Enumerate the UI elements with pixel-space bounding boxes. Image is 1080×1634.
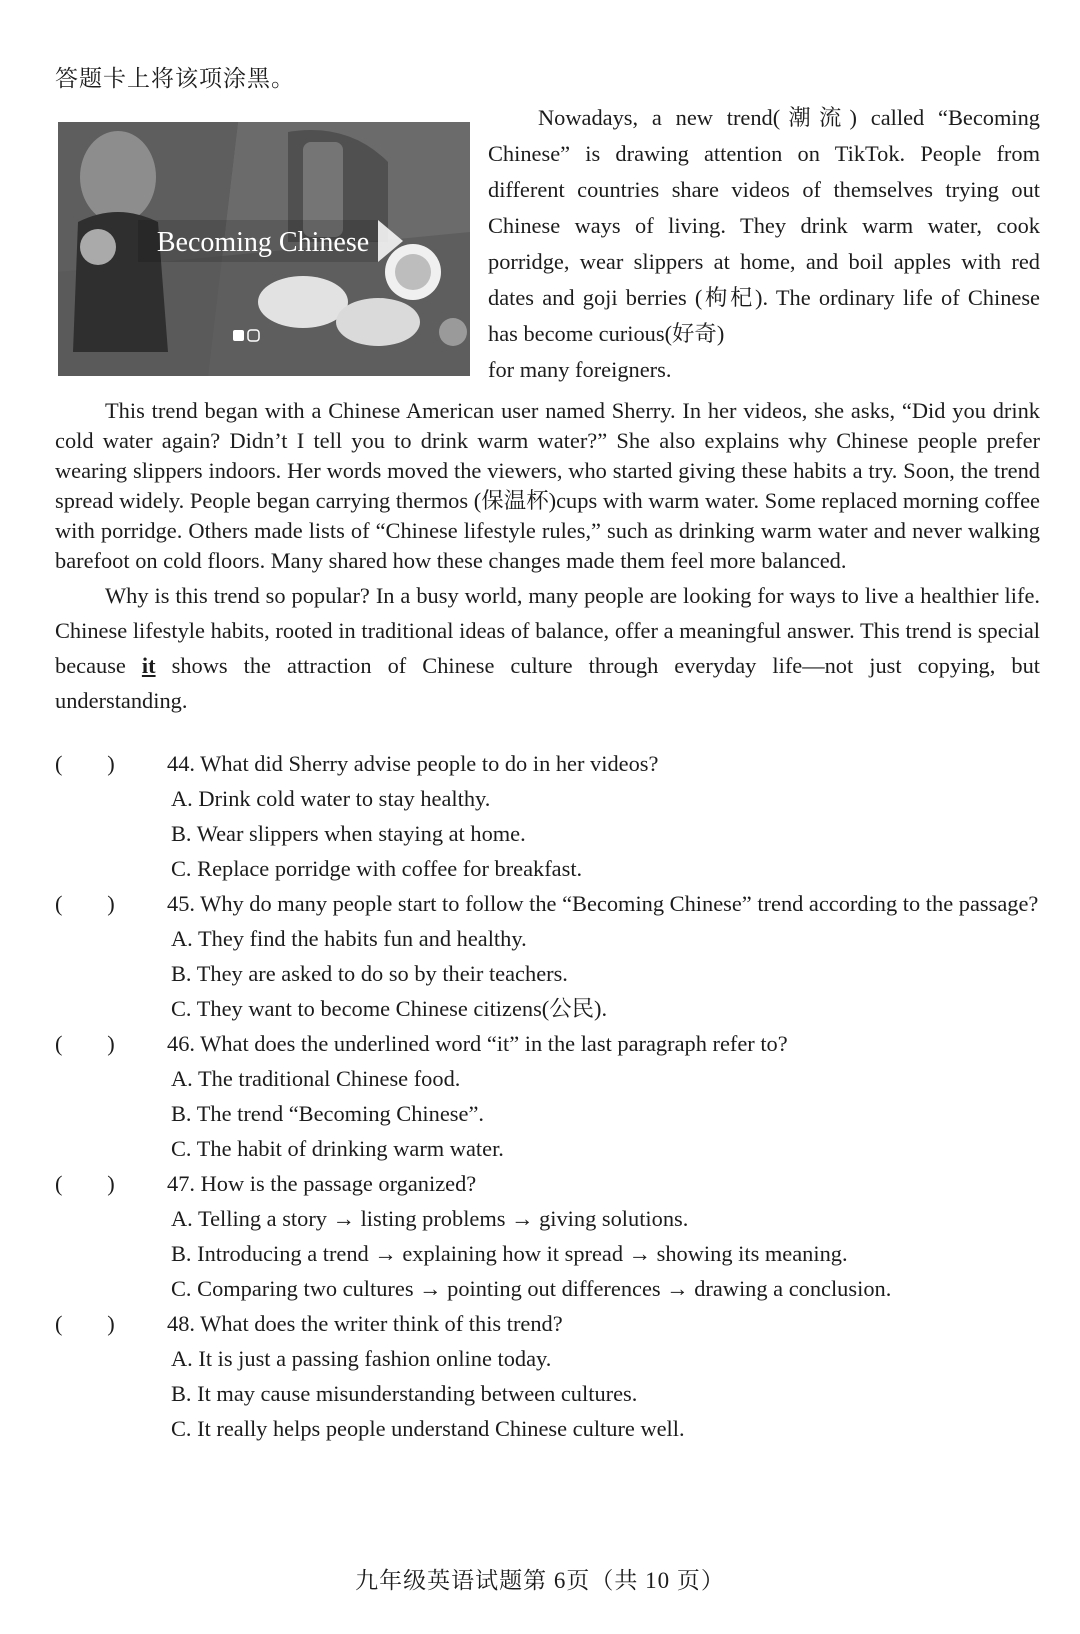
option-b: B. The trend “Becoming Chinese”. (171, 1101, 484, 1126)
paragraph-3 (55, 578, 1040, 718)
photo-caption: Becoming Chinese (156, 227, 370, 258)
option-a: A. Telling a story → listing problems → giving solutions. (171, 1206, 689, 1231)
option-b: B. Wear slippers when staying at home. (171, 821, 526, 846)
question-stem: 47. How is the passage organized? (167, 1171, 477, 1196)
option-b: B. It may cause misunderstanding between cultures. (171, 1381, 638, 1406)
paragraph-2: This trend began with a Chinese American user named Sherry. In her videos, she asks, “Did you drink cold water again? Didn’t I tell you to drink warm water?” She also explains why Chinese people prefer wearing slippers indoors. Her words moved the viewers, who started giving these habits a try. Soon, the trend spread widely. People began carrying thermos (保温杯)cups with warm water. Some replaced morning coffee with porridge. Others made lists of “Chinese lifestyle rules,” such as drinking warm water and never walking barefoot on cold floors. Many shared how these changes made them feel more balanced. (55, 398, 1040, 573)
option-c: C. It really helps people understand Chinese culture well. (171, 1416, 685, 1441)
answer-blank: ( ) (55, 1031, 115, 1056)
question-stem: 46. What does the underlined word “it” in the last paragraph refer to? (167, 1031, 788, 1056)
question-stem: 48. What does the writer think of this trend? (167, 1311, 563, 1336)
intro-paragraph-tail: for many foreigners. (488, 357, 672, 382)
answer-blank: ( ) (55, 1311, 115, 1336)
question-stem: 45. Why do many people start to follow the “Becoming Chinese” trend according to the passage? (167, 891, 1039, 916)
instruction-line: 答题卡上将该项涂黑。 (55, 66, 295, 91)
underlined-word: it (141, 653, 156, 678)
paragraph-3-part-2: shows the attraction of Chinese culture through everyday life—not just copying, but understanding. (55, 653, 1040, 713)
option-b: B. Introducing a trend → explaining how it spread → showing its meaning. (171, 1241, 848, 1266)
becoming-chinese-photo (58, 122, 470, 376)
passage-intro (488, 100, 1040, 388)
question-44 (55, 746, 1045, 886)
answer-blank: ( ) (55, 751, 115, 776)
question-45 (55, 886, 1045, 1026)
question-47 (55, 1166, 1045, 1306)
option-c: C. They want to become Chinese citizens(公民). (171, 996, 608, 1021)
option-a: A. Drink cold water to stay healthy. (171, 786, 491, 811)
option-c: C. The habit of drinking warm water. (171, 1136, 504, 1161)
option-b: B. They are asked to do so by their teachers. (171, 961, 568, 986)
question-stem: 44. What did Sherry advise people to do in her videos? (167, 751, 659, 776)
intro-paragraph: Nowadays, a new trend(潮流) called “Becoming Chinese” is drawing attention on TikTok. People from different countries share videos of themselves trying out Chinese ways of living. They drink warm water, cook porridge, wear slippers at home, and boil apples with red dates and goji berries (枸杞). The ordinary life of Chinese has become curious(好奇) (488, 105, 1040, 346)
answer-blank: ( ) (55, 1171, 115, 1196)
page-footer: 九年级英语试题第 6页（共 10 页） (355, 1568, 725, 1593)
question-48 (55, 1306, 1045, 1446)
option-a: A. The traditional Chinese food. (171, 1066, 461, 1091)
paragraph-3-part-1: Why is this trend so popular? In a busy world, many people are looking for ways to live a healthier life. Chinese lifestyle habits, rooted in traditional ideas of balance, offer a meaningful answer. This trend is special because (55, 583, 1040, 678)
answer-blank: ( ) (55, 891, 115, 916)
passage-body (55, 396, 1040, 718)
option-c: C. Comparing two cultures → pointing out differences → drawing a conclusion. (171, 1276, 892, 1301)
option-c: C. Replace porridge with coffee for breakfast. (171, 856, 583, 881)
option-a: A. They find the habits fun and healthy. (171, 926, 527, 951)
question-list (55, 746, 1045, 1446)
question-46 (55, 1026, 1045, 1166)
option-a: A. It is just a passing fashion online today. (171, 1346, 552, 1371)
